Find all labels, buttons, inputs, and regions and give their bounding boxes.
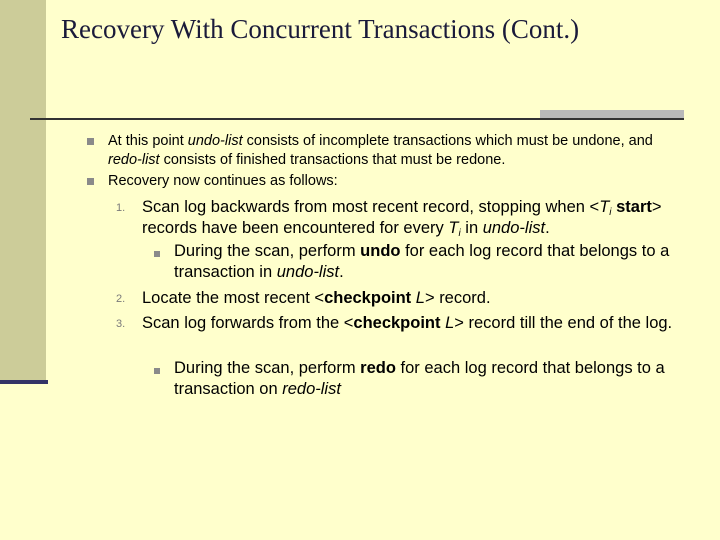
step-3-sub-bullet: During the scan, perform redo for each log record that belongs to a transaction on redo-list [174, 359, 665, 398]
slide-title: Recovery With Concurrent Transactions (Cont.) [61, 14, 580, 44]
step-number: 3. [116, 318, 126, 330]
step-1-sub-bullet: During the scan, perform undo for each log record that belongs to a transaction in undo-list. [174, 242, 670, 281]
step-1-text: Scan log backwards from most recent record, stopping when $<T_i$ start> records have been encountered for every $T_i$ in undo-list. [142, 198, 662, 239]
title-accent-bar [540, 110, 684, 118]
sub-bullet-square-icon [154, 251, 160, 257]
left-decor-bar [0, 0, 46, 384]
step-number: 1. [116, 202, 126, 214]
bullet-undo-redo-lists: At this point undo-list consists of incomplete transactions which must be undone, and redo-list consists of finished transactions that must be redone. [108, 133, 653, 168]
step-3-text: Scan log forwards from the <checkpoint L> record till the end of the log. [142, 314, 673, 332]
left-decor-edge [0, 380, 48, 384]
sub-bullet-square-icon [154, 368, 160, 374]
bullet-square-icon [87, 178, 94, 185]
step-number: 2. [116, 293, 126, 305]
bullet-recovery-continues: Recovery now continues as follows: [108, 173, 338, 189]
bullet-square-icon [87, 138, 94, 145]
title-underline [30, 118, 684, 120]
step-2-text: Locate the most recent <checkpoint L> record. [142, 289, 491, 307]
